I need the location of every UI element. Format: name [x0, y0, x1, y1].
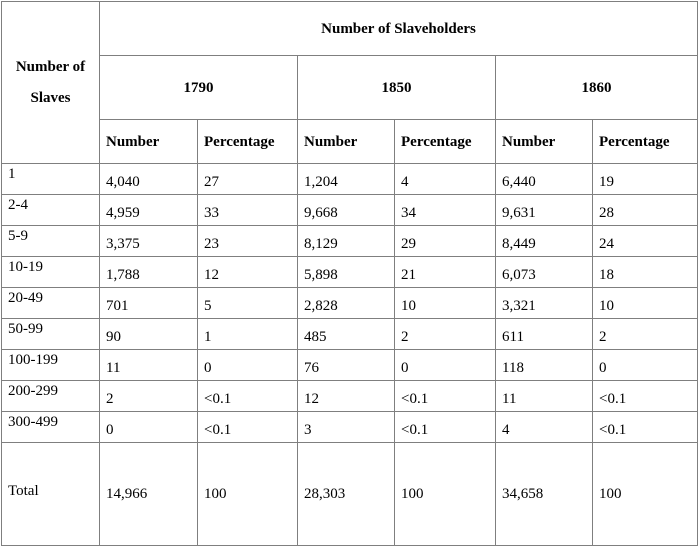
- table-cell: 2: [395, 319, 496, 350]
- table-row: [2, 288, 698, 319]
- table-cell: 3,321: [496, 288, 593, 319]
- table-row: [2, 381, 698, 412]
- row-label: 1: [2, 164, 100, 195]
- table-cell: 2: [593, 319, 698, 350]
- total-cell: 34,658: [496, 443, 593, 546]
- table-cell: 24: [593, 226, 698, 257]
- table-row: [2, 164, 698, 195]
- table-cell: <0.1: [395, 412, 496, 443]
- table-cell: 19: [593, 164, 698, 195]
- table-cell: 1,788: [100, 257, 198, 288]
- table-cell: 12: [198, 257, 298, 288]
- row-label: 300-499: [2, 412, 100, 443]
- row-label: 20-49: [2, 288, 100, 319]
- table-cell: 5: [198, 288, 298, 319]
- total-label: Total: [2, 443, 100, 546]
- slaveholders-table: [1, 1, 698, 546]
- subheader-percentage-1860: Percentage: [593, 120, 698, 164]
- table-cell: 23: [198, 226, 298, 257]
- row-label: 2-4: [2, 195, 100, 226]
- subheader-percentage-1850: Percentage: [395, 120, 496, 164]
- corner-header-number-of-slaves: [2, 2, 100, 164]
- table-cell: 28: [593, 195, 698, 226]
- table-row: [2, 412, 698, 443]
- total-cell: 100: [395, 443, 496, 546]
- table-cell: <0.1: [395, 381, 496, 412]
- row-label: 10-19: [2, 257, 100, 288]
- table-cell: 27: [198, 164, 298, 195]
- year-header-1850: 1850: [298, 56, 496, 120]
- table-cell: 4,959: [100, 195, 198, 226]
- table-cell: 611: [496, 319, 593, 350]
- table-cell: 0: [395, 350, 496, 381]
- table-cell: 6,073: [496, 257, 593, 288]
- row-label: 5-9: [2, 226, 100, 257]
- table-cell: 0: [198, 350, 298, 381]
- table-cell: <0.1: [593, 412, 698, 443]
- table-cell: 18: [593, 257, 698, 288]
- table-row: [2, 319, 698, 350]
- table-cell: 11: [100, 350, 198, 381]
- table-cell: 3: [298, 412, 395, 443]
- table-cell: 118: [496, 350, 593, 381]
- table-cell: 701: [100, 288, 198, 319]
- year-header-1790: 1790: [100, 56, 298, 120]
- row-label: 50-99: [2, 319, 100, 350]
- table-row: [2, 257, 698, 288]
- subheader-number-1860: Number: [496, 120, 593, 164]
- total-cell: 28,303: [298, 443, 395, 546]
- table-cell: 76: [298, 350, 395, 381]
- table-cell: 4: [496, 412, 593, 443]
- year-header-1860: 1860: [496, 56, 698, 120]
- table-cell: 9,631: [496, 195, 593, 226]
- table-cell: 10: [593, 288, 698, 319]
- table-row: [2, 195, 698, 226]
- table-cell: 9,668: [298, 195, 395, 226]
- table-cell: 1,204: [298, 164, 395, 195]
- table-cell: <0.1: [198, 412, 298, 443]
- table-cell: 1: [198, 319, 298, 350]
- table-row: [2, 350, 698, 381]
- table-cell: <0.1: [198, 381, 298, 412]
- table-cell: 8,129: [298, 226, 395, 257]
- table-cell: 34: [395, 195, 496, 226]
- subheader-number-1850: Number: [298, 120, 395, 164]
- table-cell: 5,898: [298, 257, 395, 288]
- table-cell: 29: [395, 226, 496, 257]
- group-header-number-of-slaveholders: Number of Slaveholders: [100, 2, 698, 56]
- table-cell: 485: [298, 319, 395, 350]
- table-cell: 33: [198, 195, 298, 226]
- row-label: 200-299: [2, 381, 100, 412]
- table-cell: 10: [395, 288, 496, 319]
- table-cell: 11: [496, 381, 593, 412]
- table-cell: 2,828: [298, 288, 395, 319]
- table-cell: 8,449: [496, 226, 593, 257]
- table-cell: 3,375: [100, 226, 198, 257]
- table-cell: 4: [395, 164, 496, 195]
- table-cell: 12: [298, 381, 395, 412]
- corner-header-text: Number of Slaves: [15, 58, 86, 106]
- total-row: [2, 443, 698, 546]
- table-cell: 6,440: [496, 164, 593, 195]
- row-label: 100-199: [2, 350, 100, 381]
- subheader-number-1790: Number: [100, 120, 198, 164]
- table-cell: 90: [100, 319, 198, 350]
- table-cell: 21: [395, 257, 496, 288]
- table-cell: 4,040: [100, 164, 198, 195]
- total-cell: 100: [593, 443, 698, 546]
- table-cell: <0.1: [593, 381, 698, 412]
- table-cell: 0: [593, 350, 698, 381]
- table-cell: 2: [100, 381, 198, 412]
- subheader-percentage-1790: Percentage: [198, 120, 298, 164]
- total-cell: 14,966: [100, 443, 198, 546]
- table-cell: 0: [100, 412, 198, 443]
- total-cell: 100: [198, 443, 298, 546]
- table-row: [2, 226, 698, 257]
